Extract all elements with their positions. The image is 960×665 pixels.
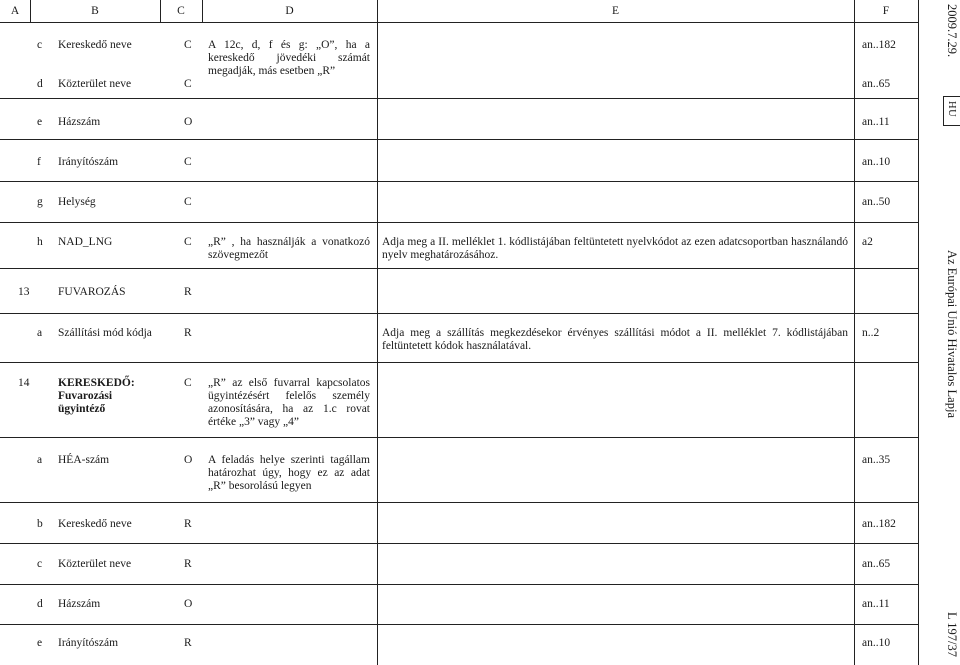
row-condition: „R” az első fuvarral kapcsolatos ügyintézésért felelős személy azonosítására, ha az 1.c rovat értéke „3” vagy „4”	[208, 377, 370, 428]
row-index: 13	[18, 286, 30, 298]
row-format: an..65	[862, 78, 891, 90]
row-format: an..10	[862, 156, 891, 168]
language-badge	[943, 96, 960, 126]
grid-vline	[30, 0, 31, 22]
row-label: Házszám	[58, 598, 101, 610]
row-label: NAD_LNG	[58, 236, 113, 248]
row-status: C	[184, 377, 192, 389]
row-format: an..35	[862, 454, 891, 466]
row-status: C	[184, 236, 192, 248]
row-divider	[0, 502, 918, 503]
grid-vline	[160, 0, 161, 22]
grid-vline	[854, 0, 855, 665]
row-label: Irányítószám	[58, 637, 119, 649]
row-label: Kereskedő neve	[58, 518, 132, 530]
row-status: R	[184, 558, 192, 570]
row-index: b	[37, 518, 43, 530]
row-status: R	[184, 327, 192, 339]
row-index: h	[37, 236, 43, 248]
row-divider	[0, 222, 918, 223]
row-label: Helység	[58, 196, 96, 208]
row-divider	[0, 437, 918, 438]
publication-date: 2009.7.29.	[945, 4, 959, 58]
row-condition: A 12c, d, f és g: „O”, ha a kereskedő jövedéki számát megadják, más esetben „R”	[208, 39, 370, 77]
row-status: C	[184, 78, 192, 90]
row-index: d	[37, 598, 43, 610]
row-format: an..50	[862, 196, 891, 208]
col-header-b: B	[30, 0, 160, 23]
row-condition: „R” , ha használják a vonatkozó szövegmezőt	[208, 236, 370, 261]
journal-sidebar	[918, 0, 960, 665]
row-index: d	[37, 78, 43, 90]
row-label: Közterület neve	[58, 78, 132, 90]
row-index: c	[37, 39, 43, 51]
row-label: Irányítószám	[58, 156, 119, 168]
row-status: R	[184, 286, 192, 298]
row-status: R	[184, 637, 192, 649]
row-label: HÉA-szám	[58, 454, 110, 466]
row-status: C	[184, 196, 192, 208]
row-index: a	[37, 454, 43, 466]
row-divider	[0, 313, 918, 314]
row-divider	[0, 268, 918, 269]
grid-vline	[202, 0, 203, 22]
row-label: Közterület neve	[58, 558, 132, 570]
grid-vline	[377, 0, 378, 665]
row-status: C	[184, 156, 192, 168]
row-status: R	[184, 518, 192, 530]
row-format: an..182	[862, 39, 896, 51]
col-header-f: F	[854, 0, 918, 23]
language-code: HU	[946, 101, 957, 118]
journal-title: Az Európai Unió Hivatalos Lapja	[945, 250, 959, 419]
row-format: n..2	[862, 327, 880, 339]
row-format: an..11	[862, 598, 890, 610]
row-status: O	[184, 454, 193, 466]
row-index: e	[37, 116, 43, 128]
row-divider	[0, 543, 918, 544]
row-label: Kereskedő neve	[58, 39, 132, 51]
col-header-e: E	[377, 0, 854, 23]
row-label: KERESKEDŐ: Fuvarozási ügyintéző	[58, 377, 135, 415]
row-instruction: Adja meg a szállítás megkezdésekor érvényes szállítási módot a II. melléklet 7. kódlistájában feltüntetett kódok használatával.	[382, 327, 848, 352]
row-label: FUVAROZÁS	[58, 286, 126, 298]
row-index: e	[37, 637, 43, 649]
page-reference: L 197/37	[945, 612, 959, 658]
row-condition: A feladás helye szerinti tagállam határozhat úgy, hogy ez az adat „R” besorolású legyen	[208, 454, 370, 492]
row-format: an..65	[862, 558, 891, 570]
col-header-d: D	[202, 0, 377, 23]
col-header-c: C	[160, 0, 202, 23]
row-index: f	[37, 156, 41, 168]
row-index: g	[37, 196, 43, 208]
row-status: O	[184, 598, 193, 610]
row-divider	[0, 139, 918, 140]
row-index: c	[37, 558, 43, 570]
row-format: an..10	[862, 637, 891, 649]
row-format: an..11	[862, 116, 890, 128]
row-index: a	[37, 327, 43, 339]
row-format: an..182	[862, 518, 896, 530]
row-divider	[0, 362, 918, 363]
col-header-a: A	[0, 0, 30, 23]
row-divider	[0, 624, 918, 625]
row-divider	[0, 181, 918, 182]
row-index: 14	[18, 377, 30, 389]
row-divider	[0, 584, 918, 585]
row-status: O	[184, 116, 193, 128]
row-instruction: Adja meg a II. melléklet 1. kódlistájában feltüntetett nyelvkódot az ezen adatcsoportban használandó nyelv meghatározásához.	[382, 236, 848, 261]
row-status: C	[184, 39, 192, 51]
row-label: Házszám	[58, 116, 101, 128]
row-format: a2	[862, 236, 873, 248]
row-label: Szállítási mód kódja	[58, 327, 152, 339]
row-divider	[0, 98, 918, 99]
